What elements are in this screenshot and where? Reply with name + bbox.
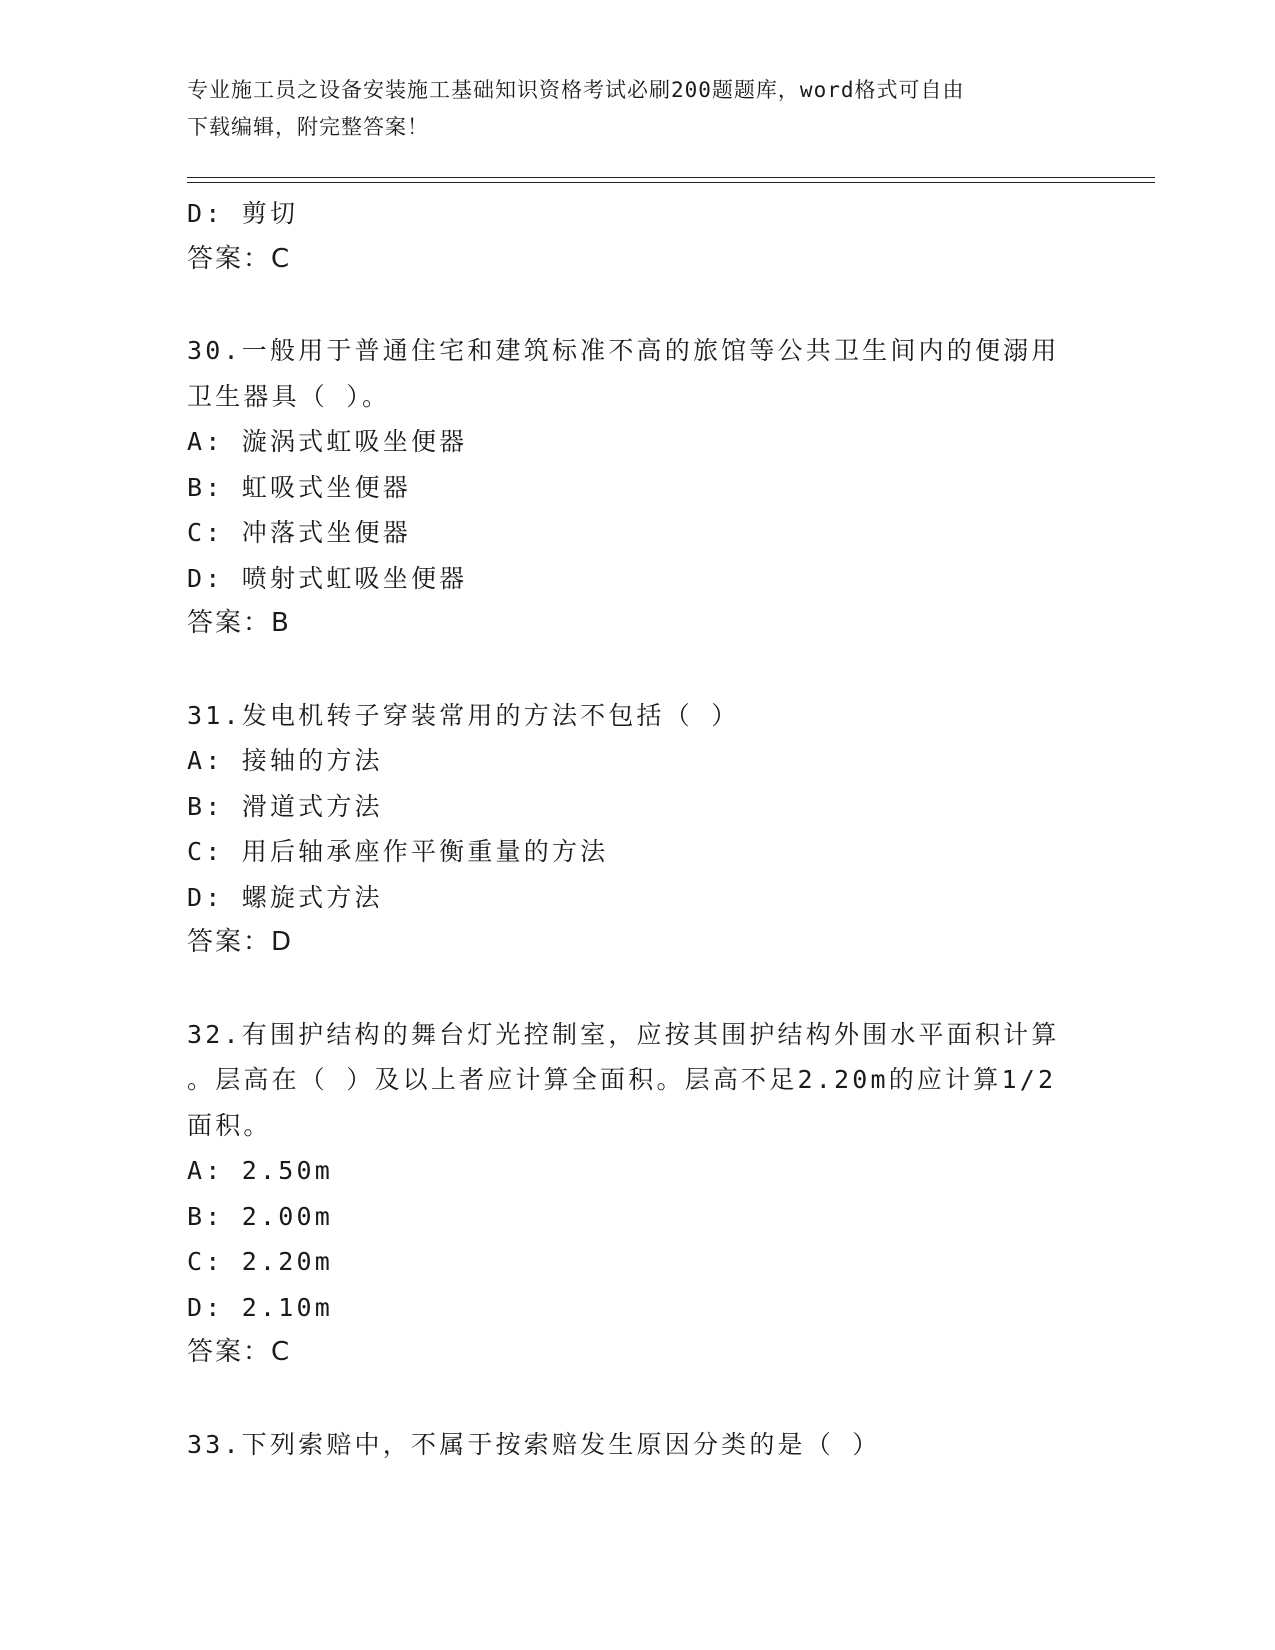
- option-c: C: 2.20m: [187, 1247, 334, 1276]
- option-a: A: 漩涡式虹吸坐便器: [187, 427, 468, 456]
- question-list: [187, 191, 1087, 1467]
- option-d: D: 喷射式虹吸坐便器: [187, 563, 468, 593]
- question-text-line: 面积。: [187, 1110, 272, 1140]
- question-30: [187, 328, 1087, 647]
- option-b: B: 2.00m: [187, 1201, 334, 1231]
- option-c: C: 用后轴承座作平衡重量的方法: [187, 837, 609, 866]
- option-b: B: 滑道式方法: [187, 791, 383, 821]
- header-title-line-2: 下载编辑，附完整答案！: [187, 115, 429, 139]
- option-d: D: 2.10m: [187, 1292, 334, 1322]
- option-c: C: 冲落式坐便器: [187, 518, 411, 547]
- prev-answer: 答案：C: [187, 243, 292, 274]
- question-text-line: 33.下列索赔中，不属于按索赔发生原因分类的是（ ）: [187, 1429, 881, 1459]
- spacer: [187, 282, 1087, 328]
- option-a: A: 2.50m: [187, 1156, 334, 1185]
- answer: 答案：D: [187, 927, 294, 957]
- header-title-line-1: 专业施工员之设备安装施工基础知识资格考试必刷200题题库，word格式可自由: [187, 78, 965, 102]
- header-divider-bottom: [187, 182, 1155, 183]
- header-divider-top: [187, 177, 1155, 178]
- answer: 答案：B: [187, 608, 291, 638]
- question-33: [187, 1422, 1087, 1468]
- spacer: [187, 1376, 1087, 1422]
- prev-option-d: D: 剪切: [187, 199, 299, 228]
- question-31: [187, 693, 1087, 966]
- question-text-line: 30.一般用于普通住宅和建筑标准不高的旅馆等公共卫生间内的便溺用: [187, 336, 1060, 365]
- spacer: [187, 966, 1087, 1012]
- option-a: A: 接轴的方法: [187, 746, 383, 775]
- option-b: B: 虹吸式坐便器: [187, 472, 411, 502]
- question-text-line: 31.发电机转子穿装常用的方法不包括（ ）: [187, 700, 740, 730]
- question-text-line: 卫生器具（ ）。: [187, 381, 391, 411]
- spacer: [187, 647, 1087, 693]
- page-header: [187, 72, 1067, 146]
- option-d: D: 螺旋式方法: [187, 882, 383, 912]
- question-32: [187, 1012, 1087, 1376]
- question-text-line: 32.有围护结构的舞台灯光控制室，应按其围护结构外围水平面积计算: [187, 1019, 1060, 1049]
- question-text-line: 。层高在（ ）及以上者应计算全面积。层高不足2.20m的应计算1/2: [187, 1065, 1057, 1094]
- answer: 答案：C: [187, 1337, 292, 1367]
